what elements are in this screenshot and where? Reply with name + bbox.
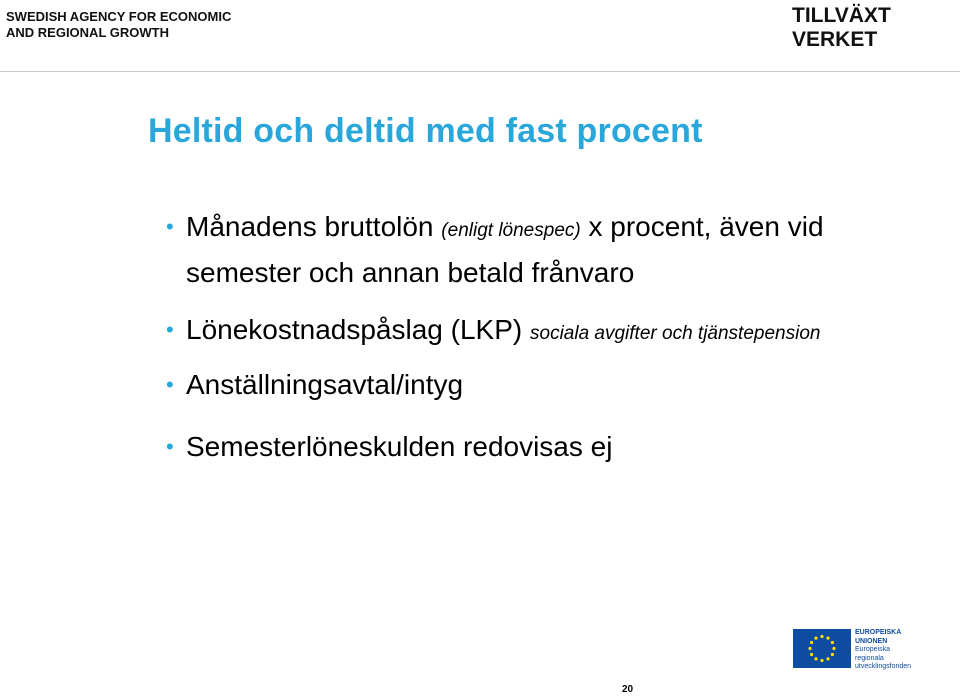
eu-text [855,629,915,672]
bullet-item [164,426,924,468]
agency-name-line2: AND REGIONAL GROWTH [6,25,169,40]
bullet-text: Semesterlöneskulden redovisas ej [186,431,613,462]
header-divider [0,71,960,72]
logo-text-line1: TILLVÄXT [792,4,891,27]
bullet-text-continued: x procent, även vid semester och annan betald frånvaro [186,211,824,288]
bullet-dot-icon: • [166,317,174,342]
bullet-dot-icon: • [166,214,174,239]
eu-line: EUROPEISKA [855,629,902,636]
eu-line: utvecklingsfonden [855,663,912,670]
eu-logo [793,629,913,669]
logo-text-line2: VERKET [792,28,878,50]
bullet-text: Lönekostnadspåslag (LKP) [186,314,523,345]
bullet-item [164,364,924,406]
page-number: 20 [622,684,634,695]
eu-line: regionala [855,654,884,662]
bullet-dot-icon: • [166,434,174,459]
slide-title: Heltid och deltid med fast procent [148,112,703,150]
bullet-text: Månadens bruttolön [186,211,434,242]
bullet-list [164,206,924,468]
agency-name [6,9,231,41]
eu-stars-icon [793,629,851,668]
eu-line: UNIONEN [855,637,888,645]
bullet-note: sociala avgifter och tjänstepension [530,323,821,344]
tillvaxtverket-logo [792,2,914,50]
eu-line: Europeiska [855,646,891,653]
bullet-dot-icon: • [166,372,174,397]
bullet-text: Anställningsavtal/intyg [186,369,464,400]
agency-name-line1: SWEDISH AGENCY FOR ECONOMIC [6,9,232,24]
eu-flag-icon [793,629,851,668]
bullet-item [164,310,924,354]
bullet-item [164,206,924,294]
bullet-note: (enligt lönespec) [441,220,581,241]
